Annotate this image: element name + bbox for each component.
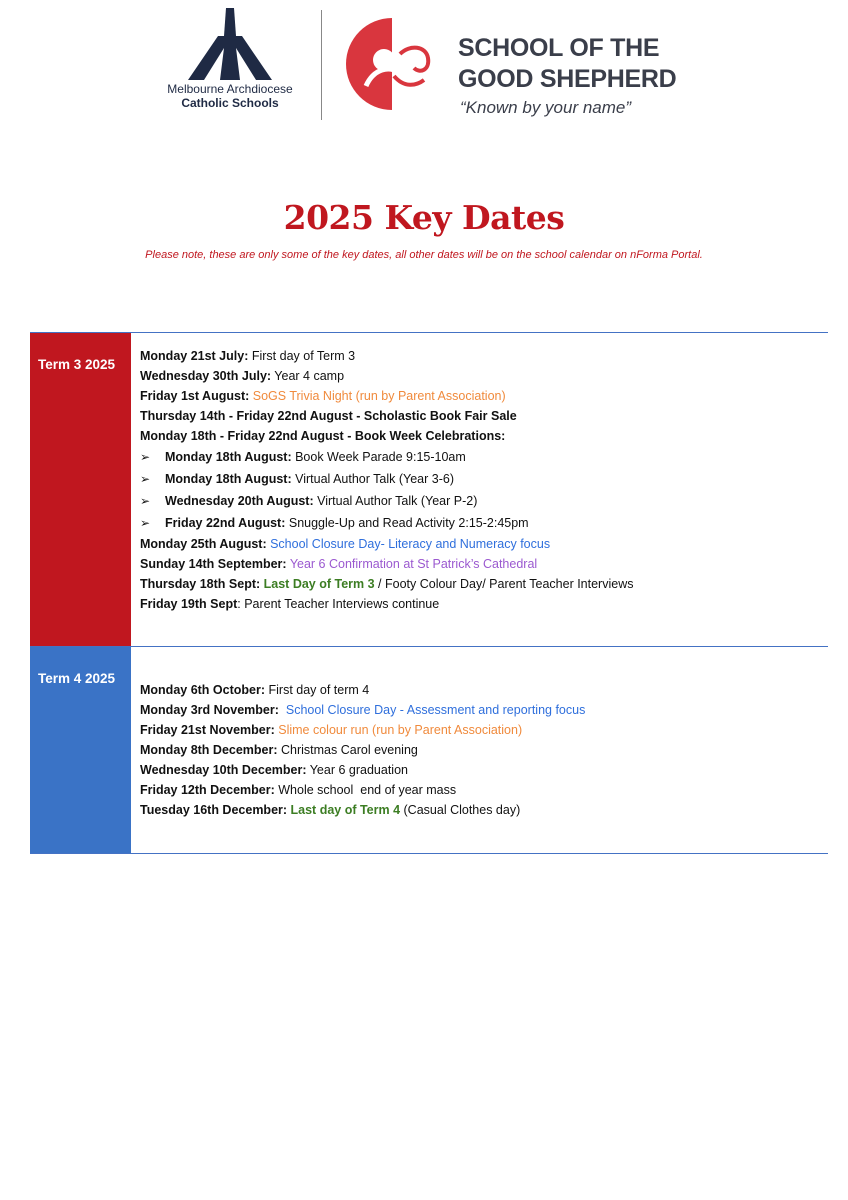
arrow-bullet-icon: ➢: [140, 450, 151, 464]
mac-emblem-icon: [188, 8, 272, 80]
school-name-line1: SCHOOL OF THE: [458, 34, 660, 62]
list-item: Friday 19th Sept: Parent Teacher Interviews continue: [140, 597, 440, 611]
list-item: Friday 12th December: Whole school end of year mass: [140, 783, 457, 797]
list-item: Monday 8th December: Christmas Carol evening: [140, 743, 418, 757]
bullet-item: ➢ Monday 18th August: Book Week Parade 9:15-10am: [140, 446, 828, 468]
term3-row: [30, 332, 828, 647]
school-motto: “Known by your name”: [460, 98, 632, 117]
mac-logo: [150, 8, 310, 126]
bullet-item: ➢ Monday 18th August: Virtual Author Talk (Year 3-6): [140, 468, 828, 490]
list-item: Wednesday 30th July: Year 4 camp: [140, 369, 345, 383]
mac-logo-line1: Melbourne Archdiocese: [167, 82, 293, 96]
list-item: Monday 18th - Friday 22nd August - Book Week Celebrations:: [140, 429, 506, 443]
table-bottom-border: [30, 853, 828, 854]
list-item: Monday 6th October: First day of term 4: [140, 683, 370, 697]
arrow-bullet-icon: ➢: [140, 494, 151, 508]
list-item: Thursday 14th - Friday 22nd August - Scholastic Book Fair Sale: [140, 409, 517, 423]
list-item: Wednesday 10th December: Year 6 graduation: [140, 763, 408, 777]
shepherd-emblem-icon: [344, 16, 440, 112]
calendar-note: Please note, these are only some of the key dates, all other dates will be on the school calendar on nForma Portal.: [145, 249, 703, 261]
logo-divider: [321, 10, 322, 120]
list-item: Monday 3rd November: School Closure Day - Assessment and reporting focus: [140, 703, 586, 717]
mac-logo-line2: Catholic Schools: [181, 96, 279, 110]
school-name: [458, 33, 676, 95]
page-title: 2025 Key Dates: [283, 198, 565, 237]
bullet-item: ➢ Friday 22nd August: Snuggle-Up and Read Activity 2:15-2:45pm: [140, 512, 828, 534]
term4-dates: [131, 647, 828, 854]
list-item: Friday 1st August: SoGS Trivia Night (run by Parent Association): [140, 389, 506, 403]
bullet-item: ➢ Wednesday 20th August: Virtual Author Talk (Year P-2): [140, 490, 828, 512]
school-name-line2: GOOD SHEPHERD: [458, 65, 677, 93]
term3-label: Term 3 2025: [30, 333, 131, 647]
list-item: Monday 25th August: School Closure Day- Literacy and Numeracy focus: [140, 537, 551, 551]
list-item: Sunday 14th September: Year 6 Confirmation at St Patrick’s Cathedral: [140, 557, 538, 571]
list-item: Monday 21st July: First day of Term 3: [140, 349, 356, 363]
arrow-bullet-icon: ➢: [140, 516, 151, 530]
list-item: Tuesday 16th December: Last day of Term 4 (Casual Clothes day): [140, 803, 521, 817]
header: [0, 0, 848, 130]
term4-label: Term 4 2025: [30, 647, 131, 854]
list-item: Thursday 18th Sept: Last Day of Term 3 / Footy Colour Day/ Parent Teacher Interviews: [140, 577, 634, 591]
arrow-bullet-icon: ➢: [140, 472, 151, 486]
term4-row: [30, 646, 828, 854]
term3-dates: [131, 333, 828, 647]
list-item: Friday 21st November: Slime colour run (run by Parent Association): [140, 723, 523, 737]
